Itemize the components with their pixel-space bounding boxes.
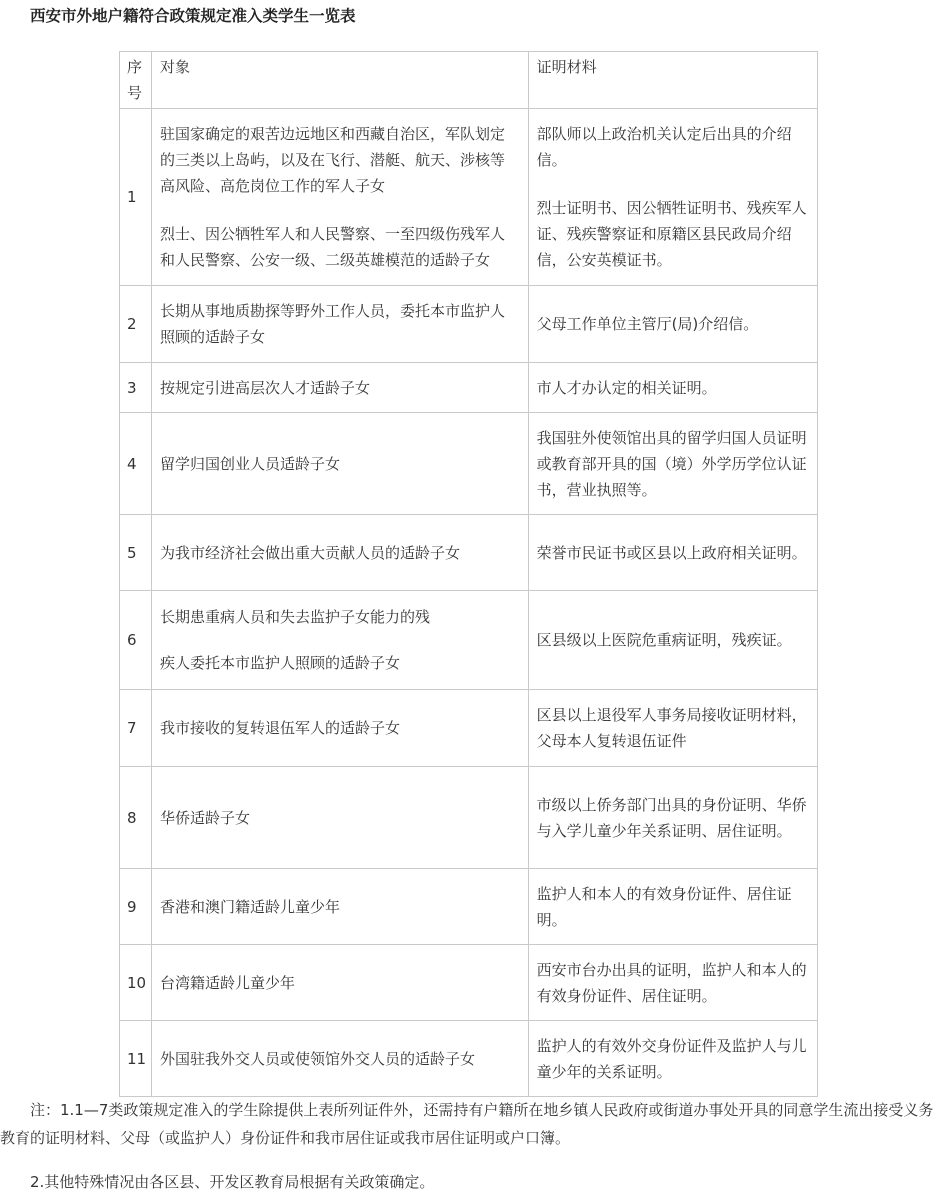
row-material: 父母工作单位主管厅(局)介绍信。	[528, 286, 817, 363]
row-object: 香港和澳门籍适龄儿童少年	[152, 869, 529, 945]
table-row	[120, 286, 818, 363]
table-row	[120, 109, 818, 286]
row-seq: 7	[120, 690, 152, 767]
header-seq: 序号	[120, 52, 152, 109]
row-seq: 10	[120, 945, 152, 1021]
row-material: 市人才办认定的相关证明。	[528, 363, 817, 413]
row-seq: 9	[120, 869, 152, 945]
row-material: 监护人的有效外交身份证件及监护人与儿童少年的关系证明。	[528, 1021, 817, 1097]
table-row	[120, 515, 818, 591]
footnote-1: 注：1.1—7类政策规定准入的学生除提供上表所列证件外，还需持有户籍所在地乡镇人民政府或街道办事处开具的同意学生流出接受义务教育的证明材料、父母（或监护人）身份证件和我市居住证或我市居住证明或户口簿。	[0, 1101, 934, 1147]
row-object	[152, 109, 529, 286]
row-seq: 8	[120, 767, 152, 869]
row-object: 外国驻我外交人员或使领馆外交人员的适龄子女	[152, 1021, 529, 1097]
table-row	[120, 413, 818, 515]
row-object: 长期从事地质勘探等野外工作人员，委托本市监护人照顾的适龄子女	[152, 286, 529, 363]
table-row	[120, 1021, 818, 1097]
admission-table	[119, 51, 818, 1097]
row-seq: 6	[120, 591, 152, 690]
row-seq: 5	[120, 515, 152, 591]
table-row	[120, 869, 818, 945]
row-seq: 11	[120, 1021, 152, 1097]
row-object: 为我市经济社会做出重大贡献人员的适龄子女	[152, 515, 529, 591]
row-object: 华侨适龄子女	[152, 767, 529, 869]
table-row	[120, 363, 818, 413]
row-seq: 3	[120, 363, 152, 413]
row-object	[152, 591, 529, 690]
object-paragraph: 疾人委托本市监护人照顾的适龄子女	[160, 654, 401, 672]
row-material: 市级以上侨务部门出具的身份证明、华侨与入学儿童少年关系证明、居住证明。	[528, 767, 817, 869]
material-paragraph: 烈士证明书、因公牺牲证明书、残疾军人证、残疾警察证和原籍区县民政局介绍信，公安英模证书。	[536, 199, 807, 269]
row-material: 区县级以上医院危重病证明，残疾证。	[528, 591, 817, 690]
row-object: 按规定引进高层次人才适龄子女	[152, 363, 529, 413]
object-paragraph: 烈士、因公牺牲军人和人民警察、一至四级伤残军人和人民警察、公安一级、二级英雄模范的适龄子女	[160, 225, 506, 269]
header-material: 证明材料	[528, 52, 817, 109]
table-row	[120, 591, 818, 690]
material-paragraph: 部队师以上政治机关认定后出具的介绍信。	[536, 125, 792, 169]
row-object: 留学归国创业人员适龄子女	[152, 413, 529, 515]
row-object: 台湾籍适龄儿童少年	[152, 945, 529, 1021]
row-seq: 4	[120, 413, 152, 515]
table-row	[120, 767, 818, 869]
row-object: 我市接收的复转退伍军人的适龄子女	[152, 690, 529, 767]
row-material: 区县以上退役军人事务局接收证明材料，父母本人复转退伍证件	[528, 690, 817, 767]
header-object: 对象	[152, 52, 529, 109]
table-row	[120, 690, 818, 767]
row-material	[528, 109, 817, 286]
row-seq: 1	[120, 109, 152, 286]
row-material: 荣誉市民证书或区县以上政府相关证明。	[528, 515, 817, 591]
row-material: 我国驻外使领馆出具的留学归国人员证明或教育部开具的国（境）外学历学位认证书，营业执照等。	[528, 413, 817, 515]
page-title: 西安市外地户籍符合政策规定准入类学生一览表	[30, 7, 356, 25]
table-header-row	[120, 52, 818, 109]
footnote-2: 2.其他特殊情况由各区县、开发区教育局根据有关政策确定。	[30, 1173, 435, 1191]
object-paragraph: 驻国家确定的艰苦边远地区和西藏自治区，军队划定的三类以上岛屿，以及在飞行、潜艇、航天、涉核等高风险、高危岗位工作的军人子女	[160, 125, 506, 195]
table-row	[120, 945, 818, 1021]
object-paragraph: 长期患重病人员和失去监护子女能力的残	[160, 608, 431, 626]
row-material: 监护人和本人的有效身份证件、居住证明。	[528, 869, 817, 945]
row-seq: 2	[120, 286, 152, 363]
row-material: 西安市台办出具的证明，监护人和本人的有效身份证件、居住证明。	[528, 945, 817, 1021]
